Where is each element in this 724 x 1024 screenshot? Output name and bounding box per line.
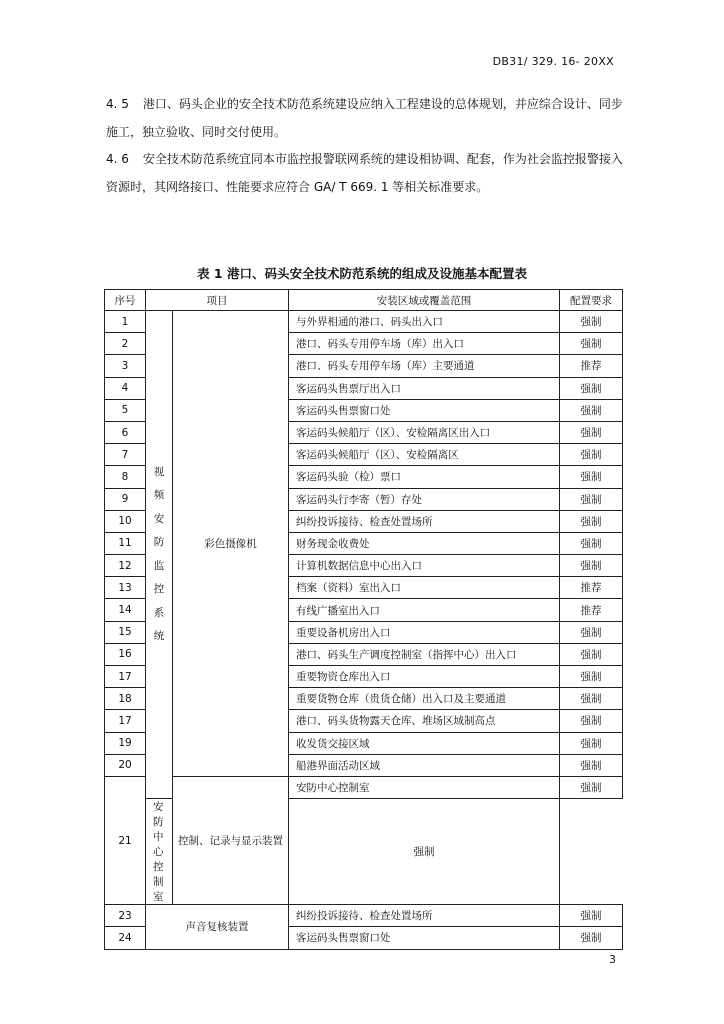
row-area: 档案（资料）室出入口 <box>289 577 560 599</box>
clause-number: 4. 6 <box>106 152 129 166</box>
row-req: 强制 <box>560 927 623 949</box>
table-row <box>105 776 623 798</box>
row-req: 强制 <box>560 710 623 732</box>
row-req: 强制 <box>560 688 623 710</box>
row-seq: 7 <box>105 444 146 466</box>
row-req: 强制 <box>560 643 623 665</box>
row-req: 推荐 <box>560 599 623 621</box>
row-seq: 13 <box>105 577 146 599</box>
document-code: DB31/ 329. 16- 20XX <box>492 55 614 68</box>
row-req: 强制 <box>560 666 623 688</box>
row-area: 安防中心控制室 <box>146 799 173 905</box>
row-req: 推荐 <box>560 355 623 377</box>
table-caption: 表 1 港口、码头安全技术防范系统的组成及设施基本配置表 <box>197 266 527 281</box>
video-system-char: 监 <box>153 559 165 572</box>
row-seq: 16 <box>105 643 146 665</box>
clause-4-5 <box>106 90 624 146</box>
row-req: 强制 <box>560 399 623 421</box>
page-number: 3 <box>609 953 616 966</box>
row-seq: 23 <box>105 905 146 927</box>
row-seq: 14 <box>105 599 146 621</box>
row-req: 强制 <box>560 377 623 399</box>
control-device-label: 控制、记录与显示装置 <box>173 776 289 904</box>
row-area: 重要物资仓库出入口 <box>289 666 560 688</box>
row-seq: 17 <box>105 666 146 688</box>
header-req: 配置要求 <box>560 290 623 311</box>
row-area: 收发货交接区域 <box>289 732 560 754</box>
row-req: 推荐 <box>560 577 623 599</box>
row-seq: 24 <box>105 927 146 949</box>
row-area: 安防中心控制室 <box>289 776 560 798</box>
row-seq: 2 <box>105 333 146 355</box>
row-area: 客运码头候船厅（区）、安检隔离区 <box>289 444 560 466</box>
header-area: 安装区域或覆盖范围 <box>289 290 560 311</box>
config-table <box>104 289 623 950</box>
row-seq: 12 <box>105 555 146 577</box>
row-req: 强制 <box>560 421 623 443</box>
row-seq: 15 <box>105 621 146 643</box>
row-req: 强制 <box>560 776 623 798</box>
row-area: 重要设备机房出入口 <box>289 621 560 643</box>
row-area: 纠纷投诉接待、检查处置场所 <box>289 510 560 532</box>
table-row <box>105 905 623 927</box>
row-req: 强制 <box>560 754 623 776</box>
header-seq: 序号 <box>105 290 146 311</box>
video-system-char: 安 <box>153 512 165 525</box>
row-seq: 4 <box>105 377 146 399</box>
row-req: 强制 <box>560 311 623 333</box>
row-area: 客运码头验（检）票口 <box>289 466 560 488</box>
color-camera-label: 彩色摄像机 <box>173 311 289 777</box>
row-seq: 3 <box>105 355 146 377</box>
row-area: 客运码头售票厅出入口 <box>289 377 560 399</box>
row-area: 港口、码头专用停车场（库）出入口 <box>289 333 560 355</box>
video-system-char: 系 <box>153 606 165 619</box>
row-req: 强制 <box>560 532 623 554</box>
row-area: 港口、码头生产调度控制室（指挥中心）出入口 <box>289 643 560 665</box>
row-seq: 6 <box>105 421 146 443</box>
video-system-char: 频 <box>153 489 165 502</box>
row-seq: 1 <box>105 311 146 333</box>
clause-text: 港口、码头企业的安全技术防范系统建设应纳入工程建设的总体规划，并应综合设计、同步施工，独立验收、同时交付使用。 <box>106 97 623 139</box>
row-area: 客运码头售票窗口处 <box>289 927 560 949</box>
clause-number: 4. 5 <box>106 97 129 111</box>
video-system-char: 统 <box>153 630 165 643</box>
row-area: 有线广播室出入口 <box>289 599 560 621</box>
row-area: 客运码头行李寄（暂）存处 <box>289 488 560 510</box>
row-seq: 8 <box>105 466 146 488</box>
row-area: 客运码头候船厅（区）、安检隔离区出入口 <box>289 421 560 443</box>
header-item: 项目 <box>146 290 289 311</box>
row-req: 强制 <box>289 799 560 905</box>
row-seq: 20 <box>105 754 146 776</box>
audio-device-label: 声音复核装置 <box>146 905 289 949</box>
row-area: 财务现金收费处 <box>289 532 560 554</box>
video-system-label <box>146 311 173 799</box>
row-seq: 5 <box>105 399 146 421</box>
clause-4-6 <box>106 145 624 201</box>
row-area: 重要货物仓库（贵货仓储）出入口及主要通道 <box>289 688 560 710</box>
row-area: 船港界面活动区域 <box>289 754 560 776</box>
row-seq: 21 <box>105 776 146 904</box>
row-req: 强制 <box>560 333 623 355</box>
row-area: 客运码头售票窗口处 <box>289 399 560 421</box>
row-area: 纠纷投诉接待、检查处置场所 <box>289 905 560 927</box>
row-seq: 11 <box>105 532 146 554</box>
row-area: 与外界相通的港口、码头出入口 <box>289 311 560 333</box>
row-req: 强制 <box>560 488 623 510</box>
row-req: 强制 <box>560 510 623 532</box>
row-seq: 10 <box>105 510 146 532</box>
row-req: 强制 <box>560 905 623 927</box>
row-seq: 9 <box>105 488 146 510</box>
row-req: 强制 <box>560 466 623 488</box>
row-seq: 18 <box>105 688 146 710</box>
video-system-char: 防 <box>153 536 165 549</box>
row-req: 强制 <box>560 621 623 643</box>
row-area: 港口、码头专用停车场（库）主要通道 <box>289 355 560 377</box>
row-area: 计算机数据信息中心出入口 <box>289 555 560 577</box>
table-row <box>105 311 623 333</box>
table-header-row <box>105 290 623 311</box>
clause-text: 安全技术防范系统宜同本市监控报警联网系统的建设相协调、配套，作为社会监控报警接入资源时，其网络接口、性能要求应符合 GA/ T 669. 1 等相关标准要求。 <box>106 152 623 194</box>
video-system-char: 视 <box>153 465 165 478</box>
row-req: 强制 <box>560 555 623 577</box>
row-req: 强制 <box>560 732 623 754</box>
row-area: 港口、码头货物露天仓库、堆场区域制高点 <box>289 710 560 732</box>
video-system-char: 控 <box>153 583 165 596</box>
row-req: 强制 <box>560 444 623 466</box>
row-seq: 17 <box>105 710 146 732</box>
row-seq: 19 <box>105 732 146 754</box>
